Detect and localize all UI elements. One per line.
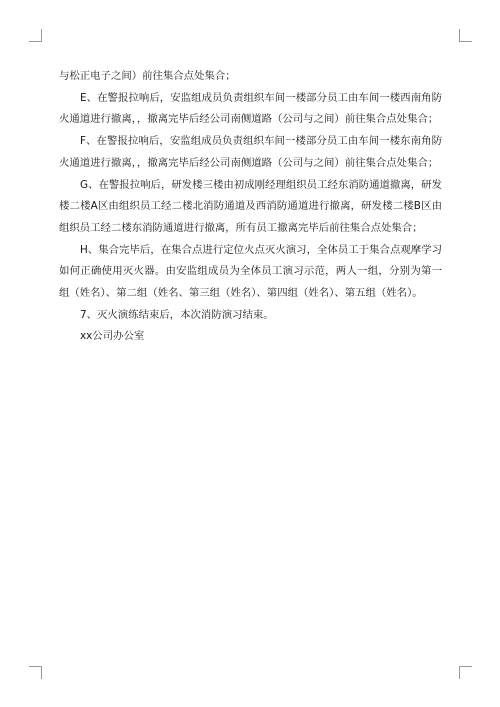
paragraph: F、在警报拉响后，安监组成员负责组织车间一楼部分员工由车间一楼东南角防火通道进行撤离，，撤离完毕后经公司南侧道路（公司与之间）前往集合点处集合；: [59, 135, 442, 169]
corner-mark-bottom-left: [29, 666, 42, 679]
paragraph: G、在警报拉响后，研发楼三楼由初成刚经理组织员工经东消防通道撤离，研发楼二楼A区由组织员工经二楼北消防通道及西消防通道进行撤离，研发楼二楼B区由组织员工经二楼东消防通道进行撤离，所有员工撤离完毕后前往集合点处集合；: [59, 178, 442, 234]
paragraph: 与松正电子之间）前往集合点处集合；: [59, 70, 236, 82]
paragraph: 7、灭火演练结束后，本次消防演习结束。: [80, 308, 274, 321]
corner-mark-bottom-right: [459, 666, 472, 679]
paragraph: H、集合完毕后，在集合点进行定位火点灭火演习，全体员工于集合点观摩学习如何正确使用灭火器。由安监组成员为全体员工演习示范，两人一组，分别为第一组（姓名）、第二组（姓名、第三组（姓名）、第四组（姓名）、第五组（姓名）。: [59, 243, 442, 300]
signature: xx公司办公室: [80, 330, 145, 343]
corner-mark-top-right: [459, 29, 472, 42]
corner-mark-top-left: [29, 29, 42, 42]
paragraph: E、在警报拉响后，安监组成员负责组织车间一楼部分员工由车间一楼西南角防火通道进行撤离，，撤离完毕后经公司南侧道路（公司与之间）前往集合点处集合；: [59, 91, 442, 126]
document-body: [59, 66, 442, 348]
